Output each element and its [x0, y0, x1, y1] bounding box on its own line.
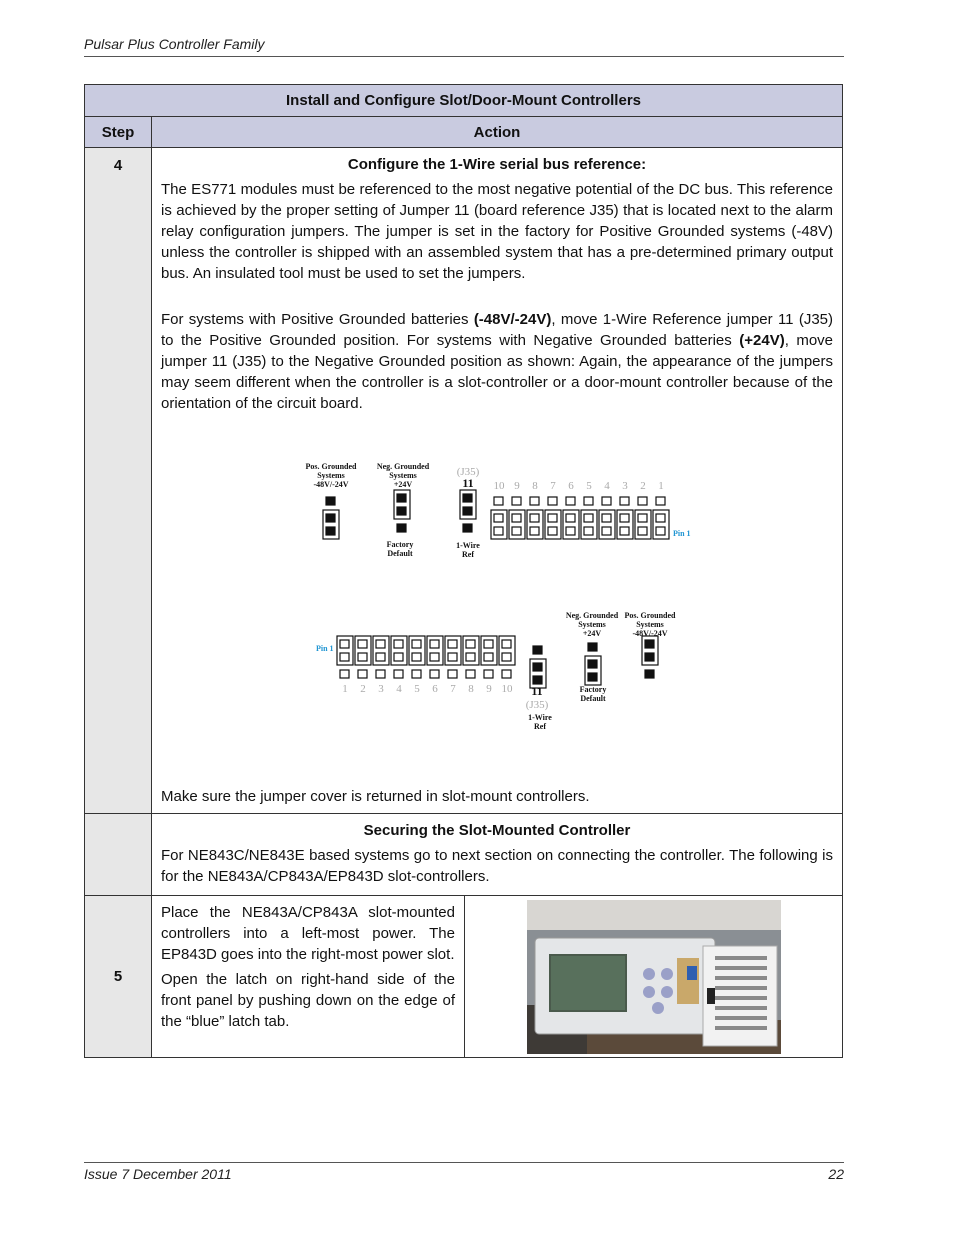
neg-grounded-label: Neg. Grounded: [376, 462, 430, 471]
action-cell: [152, 896, 465, 1058]
svg-text:Pos. Grounded: Pos. Grounded: [624, 611, 676, 620]
svg-text:-48V/-24V: -48V/-24V: [632, 629, 668, 638]
svg-text:Systems: Systems: [578, 620, 606, 629]
svg-text:(J35): (J35): [525, 699, 549, 711]
table-row: [85, 896, 843, 1058]
svg-text:Neg. Grounded: Neg. Grounded: [565, 611, 619, 620]
pin-number: 9: [486, 683, 492, 695]
pin-number: 8: [468, 683, 474, 695]
svg-text:Default: Default: [580, 694, 606, 703]
pin-1-label: Pin 1: [673, 529, 691, 538]
jumper-diagram: [161, 436, 899, 766]
pin-number: 3: [378, 683, 384, 695]
pin-number: 2: [360, 683, 366, 695]
factory-default-label: Factory: [386, 540, 414, 549]
pin-number: 4: [604, 480, 610, 492]
action-paragraph: Open the latch on right-hand side of the front panel by pushing down on the edge of the “blue” latch tab.: [161, 971, 455, 1030]
svg-text:11: 11: [531, 684, 543, 698]
pin-number: 7: [450, 683, 456, 695]
one-wire-ref-label: 1-Wire: [456, 541, 480, 550]
svg-text:Systems: Systems: [317, 471, 345, 480]
pin-number: 2: [640, 480, 646, 492]
action-paragraph: For NE843C/NE843E based systems go to next section on connecting the controller. The following is for the NE843A/CP843A/EP843D slot-controllers.: [161, 847, 834, 885]
j35-label: (J35): [456, 466, 480, 478]
step-number: 4: [113, 157, 123, 174]
column-header-action: Action: [152, 117, 843, 148]
step-number-cell: [85, 148, 152, 814]
pin-number: 10: [493, 480, 505, 492]
pin-number: 1: [342, 683, 348, 695]
column-header-step: Step: [85, 117, 152, 148]
running-footer: [84, 1162, 844, 1182]
page-number: 22: [828, 1166, 844, 1182]
pin-number: 8: [532, 480, 538, 492]
svg-text:1-Wire: 1-Wire: [528, 713, 552, 722]
svg-text:Factory: Factory: [579, 685, 607, 694]
action-heading: Securing the Slot-Mounted Controller: [363, 822, 631, 839]
action-paragraph: The ES771 modules must be referenced to the most negative potential of the DC bus. This reference is achieved by the proper setting of Jumper 11 (board reference J35) that is located next to the alarm relay configuration jumpers. The jumper is set in the factory for Positive Grounded systems (-48V) unless the controller is shipped with an assembled system that has a pre-determined primary output bus. An insulated tool must be used to set the jumpers.: [161, 181, 834, 282]
pin-number: 5: [414, 683, 420, 695]
action-heading: Configure the 1-Wire serial bus reference:: [347, 156, 647, 173]
svg-text:+24V: +24V: [582, 629, 602, 638]
pin-number: 3: [622, 480, 628, 492]
procedure-table: [84, 84, 843, 1058]
table-title-row: [85, 85, 843, 117]
step-number-cell: [85, 896, 152, 1058]
table-header-row: [85, 117, 843, 148]
svg-text:-48V/-24V: -48V/-24V: [313, 480, 349, 489]
pin-number: 1: [658, 480, 664, 492]
svg-text:Systems: Systems: [389, 471, 417, 480]
action-cell: [152, 814, 843, 896]
document-title: Pulsar Plus Controller Family: [84, 36, 265, 52]
action-paragraph: For systems with Positive Grounded batteries (-48V/-24V), move 1-Wire Reference jumper 11 (J35) to the Positive Grounded position. For systems with Negative Grounded batteries (+24V), move jumper 11 (J35) to the Negative Grounded position as shown: Again, the appearance of the jumpers may seem different when the controller is a slot-controller or a door-mount controller because of the orientation of the circuit board.: [161, 311, 834, 412]
pin-number: 10: [501, 683, 513, 695]
action-cell: [152, 148, 843, 814]
svg-text:Systems: Systems: [636, 620, 664, 629]
svg-text:+24V: +24V: [393, 480, 413, 489]
action-note: Make sure the jumper cover is returned in slot-mount controllers.: [161, 788, 590, 805]
table-row: [85, 814, 843, 896]
action-paragraph: Place the NE843A/CP843A slot-mounted controllers into a left-most power. The EP843D goes into the right-most power slot.: [161, 904, 455, 963]
controller-photo: [527, 900, 781, 1054]
svg-text:Ref: Ref: [534, 722, 546, 731]
table-row: [85, 148, 843, 814]
pin-number: 6: [432, 683, 438, 695]
running-header: [84, 36, 844, 57]
pos-grounded-label: Pos. Grounded: [305, 462, 357, 471]
pin-number: 5: [586, 480, 592, 492]
step-number: [85, 814, 151, 821]
step-number: 5: [113, 968, 123, 985]
pin-number: 6: [568, 480, 574, 492]
pin-number: 9: [514, 480, 520, 492]
pin-number: 4: [396, 683, 402, 695]
jumper-11-label: 11: [462, 476, 474, 490]
table-title: Install and Configure Slot/Door-Mount Controllers: [85, 85, 843, 117]
photo-cell: [465, 896, 843, 1058]
step-number-cell: [85, 814, 152, 896]
svg-text:Default: Default: [387, 549, 413, 558]
svg-text:Ref: Ref: [462, 550, 474, 559]
pin-number: 7: [550, 480, 556, 492]
footer-issue: Issue 7 December 2011: [84, 1166, 232, 1182]
svg-text:Pin 1: Pin 1: [316, 644, 334, 653]
